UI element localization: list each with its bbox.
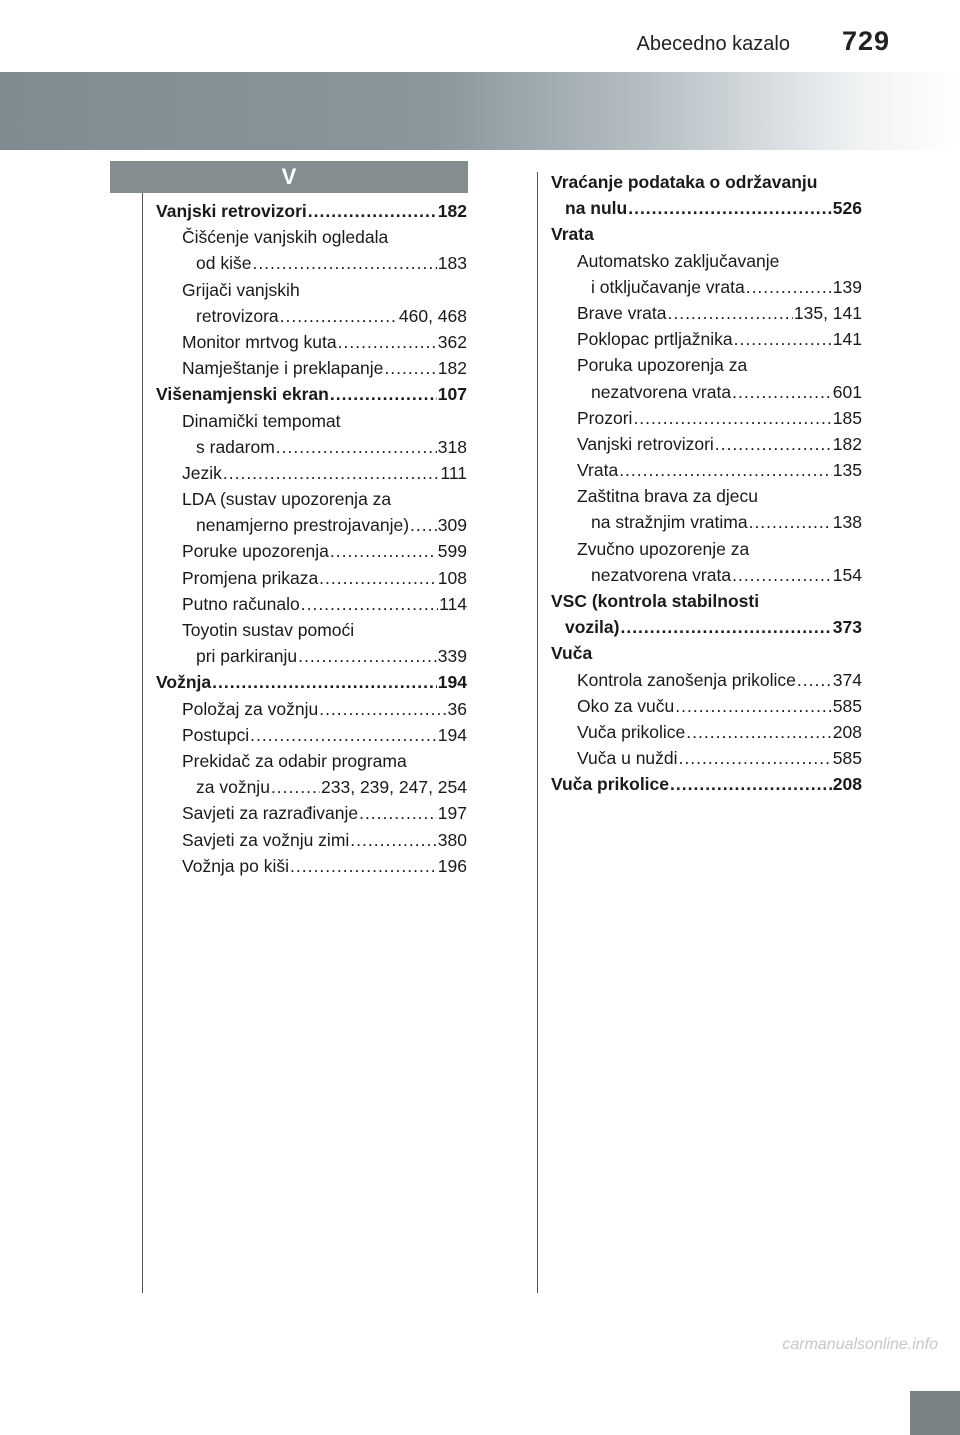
index-entry (156, 853, 467, 879)
index-entry-page: 135 (832, 460, 862, 481)
index-entry (156, 591, 467, 617)
index-entry (156, 303, 467, 329)
index-entry-page: 111 (440, 462, 467, 483)
index-entry (551, 614, 862, 640)
right-column-divider (537, 172, 538, 1293)
index-entry-label: Oko za vuču (577, 695, 675, 716)
index-entry-label: Savjeti za razrađivanje (182, 803, 359, 824)
index-entry-label: od kiše (196, 253, 252, 274)
index-entry (551, 379, 862, 405)
index-entry (551, 693, 862, 719)
index-entry-label: Prekidač za odabir programa (182, 750, 407, 771)
watermark: carmanualsonline.info (782, 1336, 938, 1353)
index-entry-page: 139 (832, 276, 862, 297)
index-entry-page: 108 (437, 567, 467, 588)
index-entry-label: Poruke upozorenja (182, 541, 329, 562)
index-entry (156, 538, 467, 564)
index-entry (156, 774, 467, 800)
index-entry-label: Vuča (551, 643, 593, 664)
index-entry-page: 194 (437, 672, 467, 693)
index-entry (551, 509, 862, 535)
index-entry-label: na nulu (565, 198, 628, 219)
dot-leader (319, 696, 446, 722)
dot-leader (276, 434, 437, 460)
dot-leader (384, 355, 436, 381)
index-entry (156, 617, 467, 643)
index-entry-page: 182 (437, 358, 467, 379)
index-entry-page: 197 (437, 803, 467, 824)
index-entry-page: 138 (832, 512, 862, 533)
index-entry-label: i otključavanje vrata (591, 276, 745, 297)
index-entry-page: 585 (832, 695, 862, 716)
index-entry-label: nezatvorena vrata (591, 381, 732, 402)
index-entry-label: Vanjski retrovizori (577, 433, 714, 454)
dot-leader (715, 431, 832, 457)
index-entry-label: Dinamički tempomat (182, 410, 341, 431)
dot-leader (679, 745, 832, 771)
index-entry-label: Vrata (551, 224, 594, 245)
index-entry-label: Brave vrata (577, 302, 667, 323)
index-entry-label: retrovizora (196, 305, 279, 326)
index-entry-label: Vrata (577, 460, 619, 481)
dot-leader (675, 693, 832, 719)
index-entry (551, 640, 862, 666)
dot-leader (732, 379, 832, 405)
index-entry-label: LDA (sustav upozorenja za (182, 489, 392, 510)
index-entry-page: 182 (437, 201, 467, 221)
index-entry-page: 107 (437, 384, 467, 405)
index-entry-page: 208 (832, 721, 862, 742)
dot-leader (670, 771, 832, 797)
index-entry (156, 408, 467, 434)
index-entry-page: 309 (437, 515, 467, 536)
dot-leader (212, 669, 437, 695)
index-entry-label: Vožnja (156, 672, 212, 693)
header-band (0, 72, 960, 150)
index-entry-label: Automatsko zaključavanje (577, 250, 780, 271)
dot-leader (301, 591, 438, 617)
index-entry-page: 154 (832, 564, 862, 585)
index-entry-page: 182 (832, 433, 862, 454)
dot-leader (271, 774, 320, 800)
index-entry-label: s radarom (196, 436, 275, 457)
index-entry (551, 562, 862, 588)
index-entry-page: 233, 239, 247, 254 (321, 777, 467, 798)
index-entry-label: VSC (kontrola stabilnosti (551, 591, 760, 611)
index-entry-label: Toyotin sustav pomoći (182, 620, 355, 640)
dot-leader (734, 326, 832, 352)
index-entry-page: 339 (437, 646, 467, 667)
index-entry-page: 114 (439, 593, 467, 614)
right-index-column (551, 169, 862, 798)
index-entry-page: 460, 468 (398, 305, 467, 326)
index-entry-label: Kontrola zanošenja prikolice (577, 669, 796, 690)
index-entry-label: Vožnja po kiši (182, 855, 290, 876)
index-entry-label: Zvučno upozorenje za (577, 538, 750, 559)
index-entry (551, 667, 862, 693)
index-entry-page: 208 (832, 774, 862, 795)
index-entry-page: 526 (832, 198, 862, 219)
index-entry (551, 588, 862, 614)
index-entry (551, 221, 862, 247)
left-column-divider (142, 193, 143, 1293)
index-entry (551, 405, 862, 431)
index-entry-page: 373 (832, 617, 862, 638)
index-entry-page: 380 (437, 829, 467, 850)
index-entry-page: 185 (832, 407, 862, 428)
index-entry-label: Poklopac prtljažnika (577, 329, 733, 350)
index-entry-label: Vanjski retrovizori (156, 201, 307, 221)
dot-leader (359, 800, 437, 826)
dot-leader (298, 643, 437, 669)
index-entry (156, 486, 467, 512)
index-entry (156, 565, 467, 591)
index-entry-label: Prozori (577, 407, 633, 428)
index-entry (156, 512, 467, 538)
index-entry-page: 374 (832, 669, 862, 690)
index-entry-label: Poruka upozorenja za (577, 355, 748, 376)
index-entry (156, 696, 467, 722)
index-entry (156, 329, 467, 355)
index-entry-label: Položaj za vožnju (182, 698, 319, 719)
index-entry-page: 36 (447, 698, 467, 719)
index-entry-page: 318 (437, 436, 467, 457)
dot-leader (319, 565, 437, 591)
index-entry-page: 362 (437, 331, 467, 352)
index-entry (156, 643, 467, 669)
index-entry (156, 434, 467, 460)
index-entry-page: 585 (832, 748, 862, 769)
index-entry-label: Vuča u nuždi (577, 748, 678, 769)
dot-leader (250, 722, 437, 748)
index-entry (156, 224, 467, 250)
index-entry-label: Čišćenje vanjskih ogledala (182, 227, 389, 248)
index-entry (156, 669, 467, 695)
index-entry (156, 748, 467, 774)
index-entry-label: pri parkiranju (196, 646, 298, 667)
section-letter-bar: V (110, 161, 468, 193)
index-entry-label: Monitor mrtvog kuta (182, 331, 337, 352)
index-entry-label: na stražnjim vratima (591, 512, 748, 533)
index-entry (551, 431, 862, 457)
dot-leader (410, 512, 437, 538)
left-index-column (156, 198, 467, 879)
index-entry-page: 183 (437, 253, 467, 274)
index-entry (156, 800, 467, 826)
dot-leader (667, 300, 792, 326)
index-entry (551, 745, 862, 771)
chapter-side-tab (910, 1391, 960, 1435)
index-entry-label: Vuča prikolice (551, 774, 670, 795)
index-entry-label: Postupci (182, 724, 250, 745)
dot-leader (308, 198, 437, 224)
dot-leader (686, 719, 832, 745)
index-entry (551, 771, 862, 797)
dot-leader (350, 827, 437, 853)
index-entry-label: Vraćanje podataka o održavanju (551, 172, 818, 192)
index-entry (156, 722, 467, 748)
dot-leader (252, 250, 436, 276)
index-entry-label: Jezik (182, 462, 222, 483)
index-entry (551, 536, 862, 562)
dot-leader (330, 538, 437, 564)
index-entry (551, 195, 862, 221)
index-entry-label: za vožnju (196, 777, 270, 798)
index-entry-label: Promjena prikaza (182, 567, 319, 588)
index-entry-label: Vuča prikolice (577, 721, 686, 742)
index-entry-page: 135, 141 (793, 302, 862, 323)
dot-leader (628, 195, 832, 221)
page-number: 729 (841, 26, 890, 56)
index-entry-label: Višenamjenski ekran (156, 384, 329, 405)
index-entry-label: vozila) (565, 617, 620, 638)
dot-leader (338, 329, 437, 355)
index-entry-label: Savjeti za vožnju zimi (182, 829, 350, 850)
dot-leader (223, 460, 440, 486)
index-entry-page: 194 (437, 724, 467, 745)
index-entry (156, 355, 467, 381)
index-entry (551, 248, 862, 274)
index-entry-page: 141 (832, 329, 862, 350)
dot-leader (797, 667, 832, 693)
index-entry (551, 352, 862, 378)
index-entry (551, 719, 862, 745)
index-entry (156, 381, 467, 407)
index-entry (156, 198, 467, 224)
dot-leader (732, 562, 832, 588)
index-entry (156, 250, 467, 276)
index-entry (156, 827, 467, 853)
index-entry-page: 599 (437, 541, 467, 562)
index-entry (551, 326, 862, 352)
index-entry (551, 457, 862, 483)
dot-leader (619, 457, 832, 483)
index-entry-page: 601 (832, 381, 862, 402)
dot-leader (746, 274, 832, 300)
dot-leader (290, 853, 437, 879)
index-entry-label: nenamjerno prestrojavanje) (196, 515, 410, 536)
index-entry-label: Grijači vanjskih (182, 279, 300, 300)
index-entry-label: Namještanje i preklapanje (182, 358, 384, 379)
index-entry (551, 169, 862, 195)
index-entry (156, 277, 467, 303)
index-entry-label: nezatvorena vrata (591, 564, 732, 585)
dot-leader (280, 303, 398, 329)
index-entry (551, 483, 862, 509)
dot-leader (330, 381, 437, 407)
index-entry-label: Putno računalo (182, 593, 300, 614)
dot-leader (749, 509, 832, 535)
index-entry (551, 274, 862, 300)
index-entry (156, 460, 467, 486)
dot-leader (633, 405, 831, 431)
index-entry-page: 196 (437, 855, 467, 876)
index-entry-label: Zaštitna brava za djecu (577, 486, 758, 507)
dot-leader (620, 614, 831, 640)
index-entry (551, 300, 862, 326)
header-title: Abecedno kazalo (636, 33, 790, 55)
